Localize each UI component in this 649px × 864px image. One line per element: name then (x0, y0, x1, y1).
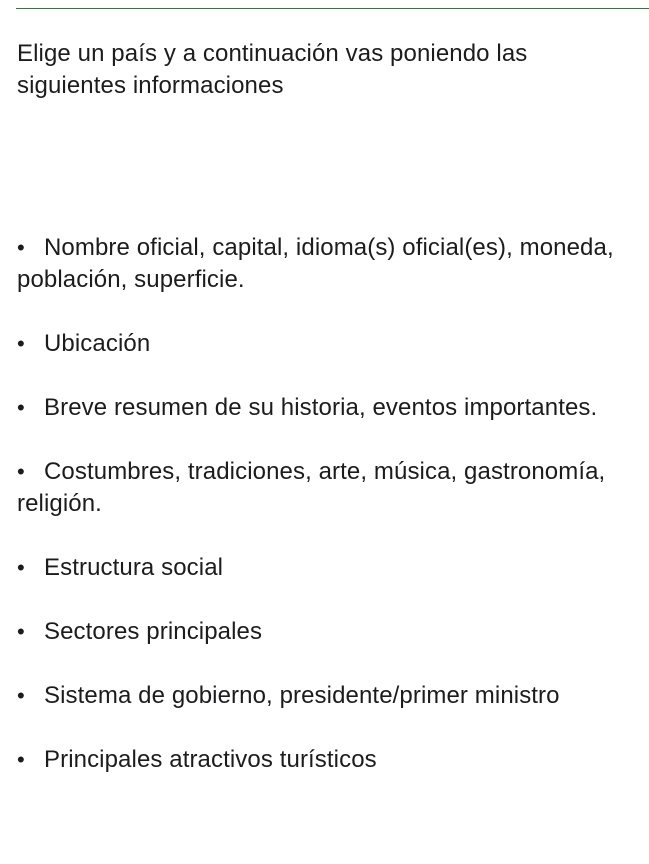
list-item-text: Principales atractivos turísticos (44, 746, 377, 773)
list-item-text: Costumbres, tradiciones, arte, música, gastronomía, religión. (17, 458, 606, 517)
list-item-text: Breve resumen de su historia, eventos importantes. (44, 394, 598, 421)
bullet-icon: • (17, 683, 25, 708)
bullet-icon: • (17, 459, 25, 484)
bullet-icon: • (17, 619, 25, 644)
list-item (17, 456, 637, 520)
list-item (17, 616, 637, 648)
bullet-icon: • (17, 235, 25, 260)
list-item (17, 328, 637, 360)
list-item (17, 392, 637, 424)
intro-text: Elige un país y a continuación vas poniendo las siguientes informaciones (17, 40, 528, 99)
list-item-text: Sectores principales (44, 618, 263, 645)
list-item-text: Ubicación (44, 330, 151, 357)
list-item (17, 552, 637, 584)
list-item (17, 680, 637, 712)
blank-space (17, 102, 637, 232)
list-item-text: Sistema de gobierno, presidente/primer ministro (44, 682, 560, 709)
bullet-icon: • (17, 747, 25, 772)
list-item (17, 232, 637, 296)
message-content (17, 38, 637, 808)
bullet-icon: • (17, 555, 25, 580)
top-divider (16, 8, 649, 9)
list-item-text: Nombre oficial, capital, idioma(s) oficial(es), moneda, población, superficie. (17, 234, 614, 293)
list-item (17, 744, 637, 776)
bullet-icon: • (17, 395, 25, 420)
bullet-icon: • (17, 331, 25, 356)
list-item-text: Estructura social (44, 554, 224, 581)
